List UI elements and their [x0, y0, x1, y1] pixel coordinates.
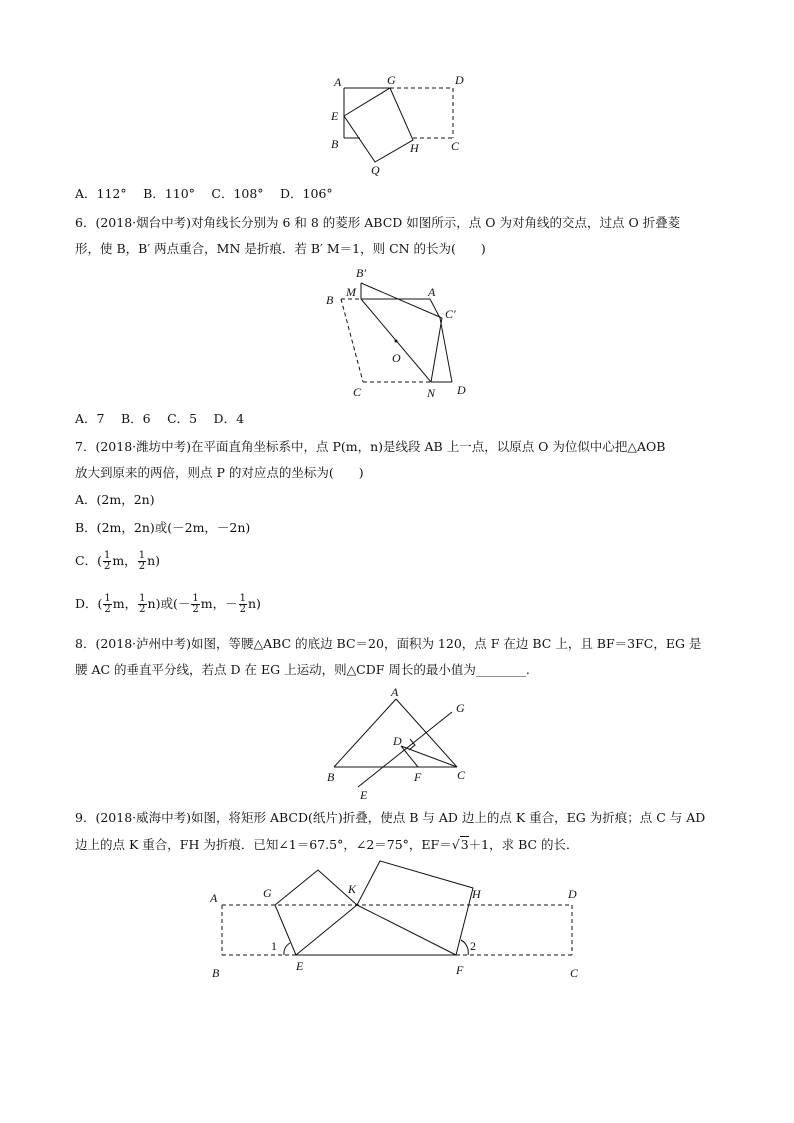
q8-label-F: F	[414, 770, 422, 784]
q6-label-M: M	[346, 285, 356, 299]
q7-text-line1: 7．(2018·潍坊中考)在平面直角坐标系中，点 P(m，n)是线段 AB 上一点，以原点 O 为位似中心把△AOB	[75, 439, 666, 454]
fraction: $\frac{1}{2}$	[103, 550, 111, 572]
q8-text-line1: 8．(2018·泸州中考)如图，等腰△ABC 的底边 BC＝20，面积为 120，点 F 在边 BC 上，且 BF＝3FC，EG 是	[75, 636, 702, 651]
q7-option-c: C．( $\frac{1}{2}$ m， $\frac{1}{2}$ n)	[75, 550, 160, 572]
q6-text-line2: 形，使 B，B′ 两点重合，MN 是折痕．若 B′ M＝1，则 CN 的长为( )	[75, 241, 486, 256]
q5-label-D: D	[455, 73, 464, 87]
q5-label-Q: Q	[371, 163, 380, 177]
q9-label-C: C	[570, 966, 579, 980]
q9-label-F: F	[456, 963, 464, 977]
q6-label-D: D	[457, 383, 466, 397]
q7-option-d: D．( $\frac{1}{2}$ m， $\frac{1}{2}$ n)或(－ $\frac{1}{2}$ m，－ $\frac{1}{2}$ n)	[75, 593, 261, 615]
q6-label-B: B	[326, 293, 334, 307]
q9-label-A: A	[210, 891, 218, 905]
q9-text-line2: 边上的点 K 重合，FH 为折痕．已知∠1＝67.5°，∠2＝75°，EF＝√3＋1，求 BC 的长．	[75, 837, 579, 852]
q6-figure	[341, 283, 452, 382]
q9-label-D: D	[568, 887, 577, 901]
q8-label-D: D	[393, 734, 402, 748]
fraction: $\frac{1}{2}$	[239, 593, 246, 615]
q5-label-C: C	[451, 139, 460, 153]
q6-label-C: C	[353, 385, 362, 399]
q6-label-O: O	[392, 351, 401, 365]
q8-label-A: A	[391, 685, 399, 699]
q9-label-K: K	[348, 882, 357, 896]
fraction: $\frac{1}{2}$	[138, 550, 146, 572]
q9-label-H: H	[472, 887, 481, 901]
q5-label-E: E	[331, 109, 339, 123]
q9-label-E: E	[296, 959, 304, 973]
fraction: $\frac{1}{2}$	[104, 593, 111, 615]
q6-options: A．7 B．6 C．5 D．4	[75, 411, 245, 426]
q8-label-G: G	[456, 701, 465, 715]
q8-label-C: C	[457, 768, 466, 782]
q9-label-G: G	[263, 886, 272, 900]
q8-label-E: E	[360, 788, 368, 802]
fraction: $\frac{1}{2}$	[139, 593, 146, 615]
q9-label-B: B	[212, 966, 220, 980]
q6-label-Bp: B′	[356, 266, 366, 280]
q6-label-N: N	[427, 386, 436, 400]
q9-label-2: 2	[470, 939, 476, 953]
q7-option-a: A．(2m，2n)	[75, 492, 155, 507]
q7-text-line2: 放大到原来的两倍，则点 P 的对应点的坐标为( )	[75, 465, 364, 480]
q7-option-b: B．(2m，2n)或(－2m，－2n)	[75, 520, 251, 535]
q6-text-line1: 6．(2018·烟台中考)对角线长分别为 6 和 8 的菱形 ABCD 如图所示，点 O 为对角线的交点，过点 O 折叠菱	[75, 215, 681, 230]
fraction: $\frac{1}{2}$	[192, 593, 199, 615]
q6-label-A: A	[428, 285, 436, 299]
q8-text-line2: 腰 AC 的垂直平分线，若点 D 在 EG 上运动，则△CDF 周长的最小值为________.	[75, 662, 530, 677]
q9-text-line1: 9．(2018·威海中考)如图，将矩形 ABCD(纸片)折叠，使点 B 与 AD 边上的点 K 重合，EG 为折痕；点 C 与 AD	[75, 810, 706, 825]
q5-label-B: B	[331, 137, 339, 151]
q9-label-1: 1	[271, 939, 277, 953]
q5-label-G: G	[387, 73, 396, 87]
q8-label-B: B	[327, 770, 335, 784]
q6-label-Cp: C′	[445, 307, 456, 321]
q5-label-A: A	[334, 75, 342, 89]
q5-label-H: H	[410, 141, 419, 155]
sqrt-radicand: 3	[460, 837, 469, 852]
q5-options: A．112° B．110° C．108° D．106°	[75, 186, 333, 201]
